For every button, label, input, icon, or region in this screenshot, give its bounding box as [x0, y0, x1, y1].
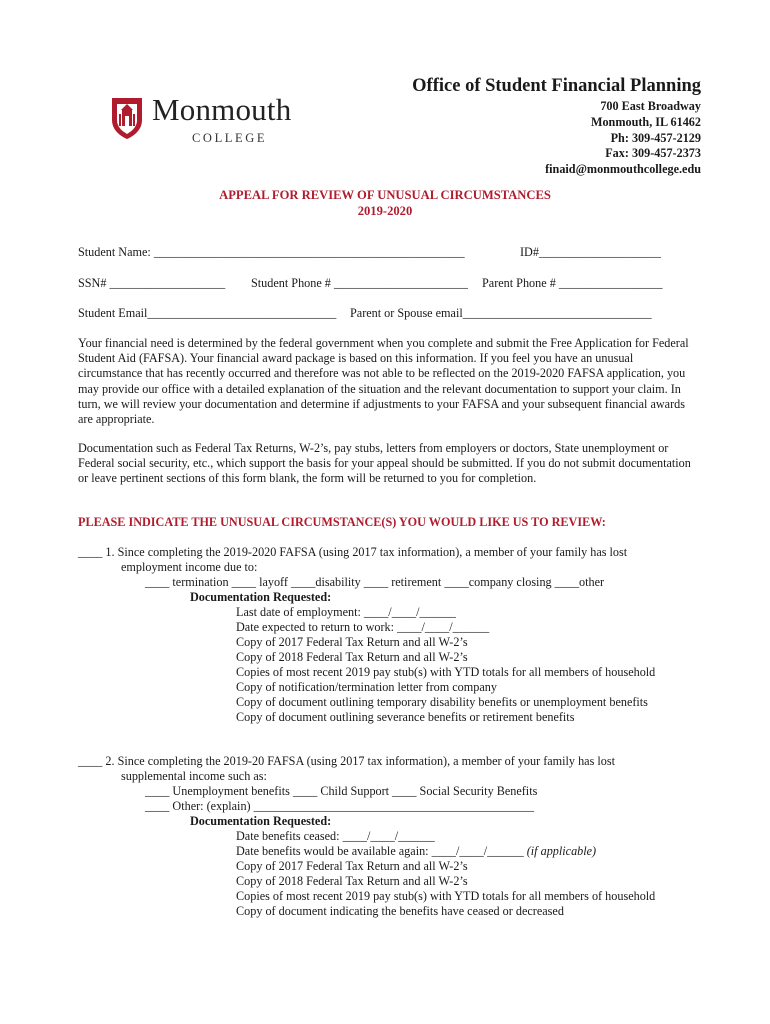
student-id-field[interactable]: ID#____________________ — [520, 245, 661, 259]
item2-doc-ceased[interactable]: Date benefits ceased: ____/____/______ — [236, 829, 435, 843]
item2-doc: Copy of 2017 Federal Tax Return and all W-2’s — [236, 859, 468, 873]
item2-doc-available-text: Date benefits would be available again: ____/____/______ — [236, 844, 527, 858]
form-title: APPEAL FOR REVIEW OF UNUSUAL CIRCUMSTANCES — [219, 188, 551, 202]
item1-doc: Copy of notification/termination letter from company — [236, 680, 497, 694]
student-name-field[interactable]: Student Name: ___________________________________________________ — [78, 245, 465, 259]
logo-wordmark: Monmouth — [152, 92, 292, 127]
item2-doc: Copy of 2018 Federal Tax Return and all W-2’s — [236, 874, 468, 888]
item1-doc-heading: Documentation Requested: — [190, 590, 332, 604]
address-line-1: 700 East Broadway — [600, 99, 701, 113]
student-email-field[interactable]: Student Email_______________________________ — [78, 306, 337, 320]
item1-doc: Copy of 2017 Federal Tax Return and all W-2’s — [236, 635, 468, 649]
parent-phone-field[interactable]: Parent Phone # _________________ — [482, 276, 663, 290]
student-phone-field[interactable]: Student Phone # ______________________ — [251, 276, 469, 290]
item1-doc[interactable]: Date expected to return to work: ____/____/______ — [236, 620, 490, 634]
item1-options[interactable]: ____ termination ____ layoff ____disability ____ retirement ____company closing ____other — [145, 575, 605, 589]
parent-email-field[interactable]: Parent or Spouse email_______________________________ — [350, 306, 652, 320]
item1-doc[interactable]: Last date of employment: ____/____/______ — [236, 605, 457, 619]
item1-doc: Copy of 2018 Federal Tax Return and all W-2’s — [236, 650, 468, 664]
item2-doc-heading: Documentation Requested: — [190, 814, 332, 828]
item1-doc: Copy of document outlining temporary disability benefits or unemployment benefits — [236, 695, 648, 709]
section-heading: PLEASE INDICATE THE UNUSUAL CIRCUMSTANCE(S) YOU WOULD LIKE US TO REVIEW: — [78, 515, 606, 529]
item1-doc: Copy of document outlining severance benefits or retirement benefits — [236, 710, 575, 724]
office-phone: Ph: 309-457-2129 — [610, 131, 701, 145]
item2-question-cont: supplemental income such as: — [121, 769, 267, 783]
item1-question[interactable]: ____ 1. Since completing the 2019-2020 FAFSA (using 2017 tax information), a member of your family has lost — [78, 545, 628, 559]
college-logo — [110, 92, 310, 152]
item2-doc: Copy of document indicating the benefits have ceased or decreased — [236, 904, 564, 918]
office-fax: Fax: 309-457-2373 — [605, 146, 701, 160]
address-line-2: Monmouth, IL 61462 — [590, 115, 701, 129]
logo-subtitle: COLLEGE — [192, 131, 268, 145]
office-title: Office of Student Financial Planning — [412, 76, 701, 96]
item1-doc: Copies of most recent 2019 pay stub(s) with YTD totals for all members of household — [236, 665, 656, 679]
intro-paragraph-1: Your financial need is determined by the federal government when you complete and submit the Free Application for Federal Student Aid (FAFSA). Your financial award package is based on this information. If you feel you have an unusual circumstance that has recently occurred and therefore was not able to be reflected on the 2019-2020 FAFSA application, you may provide our office with a detailed explanation of the situation and the relevant documentation to support your claim. In turn, we will review your documentation and determine if adjustments to your FAFSA and your subsequent financial awards are appropriate. — [78, 336, 689, 427]
intro-paragraph-2: Documentation such as Federal Tax Returns, W-2’s, pay stubs, letters from employers or doctors, State unemployment or Federal social security, etc., which support the basis for your appeal should be submitted. If you do not submit documentation or leave pertinent sections of this form blank, the form will be returned to you for completion. — [78, 441, 691, 486]
item2-doc-available[interactable] — [236, 844, 596, 859]
form-year: 2019-2020 — [357, 204, 413, 218]
office-email: finaid@monmouthcollege.edu — [545, 162, 701, 176]
item2-doc-available-note: (if applicable) — [526, 844, 597, 858]
item2-other-field[interactable]: ____ Other: (explain) ______________________________________________ — [145, 799, 534, 813]
item2-options[interactable]: ____ Unemployment benefits ____ Child Support ____ Social Security Benefits — [145, 784, 538, 798]
shield-crest-icon — [110, 96, 144, 140]
item2-doc: Copies of most recent 2019 pay stub(s) with YTD totals for all members of household — [236, 889, 656, 903]
item1-question-cont: employment income due to: — [121, 560, 258, 574]
ssn-field[interactable]: SSN# ___________________ — [78, 276, 226, 290]
item2-question[interactable]: ____ 2. Since completing the 2019-20 FAFSA (using 2017 tax information), a member of your family has lost — [78, 754, 615, 768]
